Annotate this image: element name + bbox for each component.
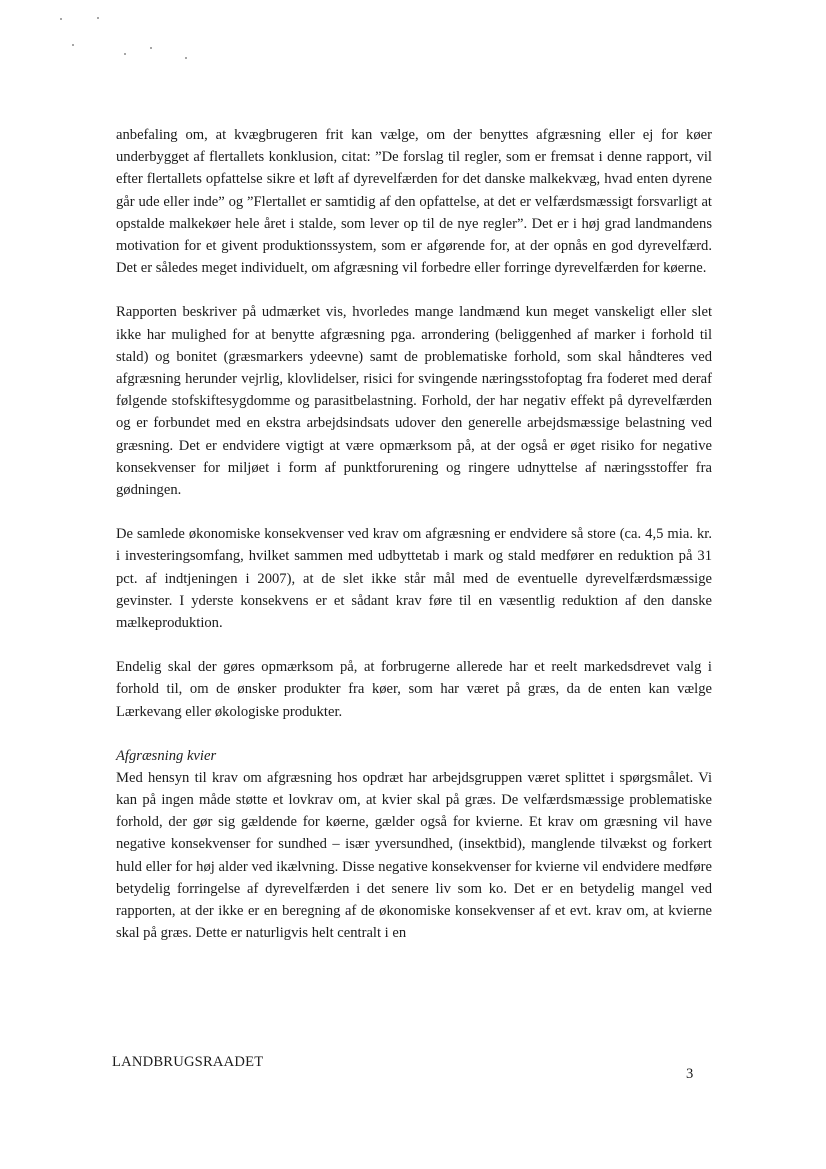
- section-paragraph: Med hensyn til krav om afgræsning hos opdræt har arbejdsgruppen været splittet i spørgsmålet. Vi kan på ingen måde støtte et lovkrav om, at kvier skal på græs. De velfærdsmæssige problematiske forhold, der gør sig gældende for køerne, gælder også for kvierne. Et krav om græsning vil have negative konsekvenser for sundhed – især yversundhed, (insektbid), manglende tilvækst og forkert huld eller for høj alder ved ikælvning. Disse negative konsekvenser for kvierne vil endvidere medføre betydelig forringelse af dyrevelfærden i det senere liv som ko. Det er en betydelig mangel ved rapporten, at der ikke er en beregning af de økonomiske konsekvenser af et evt. krav om, at kvierne skal på græs. Dette er naturligvis helt centralt i en: [116, 769, 712, 942]
- paragraph: De samlede økonomiske konsekvenser ved krav om afgræsning er endvidere så store (ca. 4,5 mia. kr. i investeringsomfang, hvilket sammen med udbyttetab i mark og stald medfører en reduktion på 31 pct. af indtjeningen i 2007), at de slet ikke står mål med de eventuelle dyrevelfærdsmæssige gevinster. I yderste konsekvens er et sådant krav føre til en væsentlig reduktion af den danske mælkeproduktion.: [116, 526, 712, 632]
- scan-speck: [97, 17, 99, 19]
- page-number: 3: [686, 1066, 694, 1082]
- section-heading: Afgræsning kvier: [116, 747, 217, 764]
- scan-speck: [150, 47, 152, 49]
- scan-speck: [72, 44, 74, 46]
- body-text: [116, 124, 712, 945]
- paragraph: anbefaling om, at kvægbrugeren frit kan vælge, om der benyttes afgræsning eller ej for køer underbygget af flertallets konklusion, citat: ”De forslag til regler, som er fremsat i denne rapport, vil efter flertallets opfattelse sikre et løft af dyrevelfærden for det danske malkekvæg, hvad enten dyrene går ude eller inde” og ”Flertallet er samtidig af den opfattelse, at det er velfærdsmæssigt forsvarligt at opstalde malkekøer hele året i stalde, som lever op til de nye regler”. Det er i høj grad landmandens motivation for et givent produktionssystem, som er afgørende for, at der opnås en god dyrevelfærd. Det er således meget individuelt, om afgræsning vil forbedre eller forringe dyrevelfærden for køerne.: [116, 127, 712, 277]
- paragraph: Rapporten beskriver på udmærket vis, hvorledes mange landmænd kun meget vanskeligt eller slet ikke har mulighed for at benytte afgræsning pga. arrondering (beliggenhed af marker i forhold til stald) og bonitet (græsmarkers ydeevne) samt de problematiske forhold, som skal håndteres ved afgræsning herunder vejrlig, klovlidelser, risici for svingende næringsstofoptag fra foderet med deraf følgende stofskiftesygdomme og parasitbelastning. Forhold, der har negativ effekt på dyrevelfærden og er forbundet med en ekstra arbejdsindsats udover den generelle arbejdsmæssige belastning ved græsning. Det er endvidere vigtigt at være opmærksom på, at der også er øget risiko for negative konsekvenser for miljøet i form af punktforurening og ringere udnyttelse af næringsstoffer fra gødningen.: [116, 304, 712, 499]
- scan-speck: [185, 57, 187, 59]
- scan-speck: [60, 18, 62, 20]
- paragraph: Endelig skal der gøres opmærksom på, at forbrugerne allerede har et reelt markedsdrevet valg i forhold til, om de ønsker produkter fra køer, som har været på græs, da de enten kan vælge Lærkevang eller økologiske produkter.: [116, 659, 712, 720]
- footer-organization: LANDBRUGSRAADET: [112, 1054, 264, 1070]
- scan-speck: [124, 53, 126, 55]
